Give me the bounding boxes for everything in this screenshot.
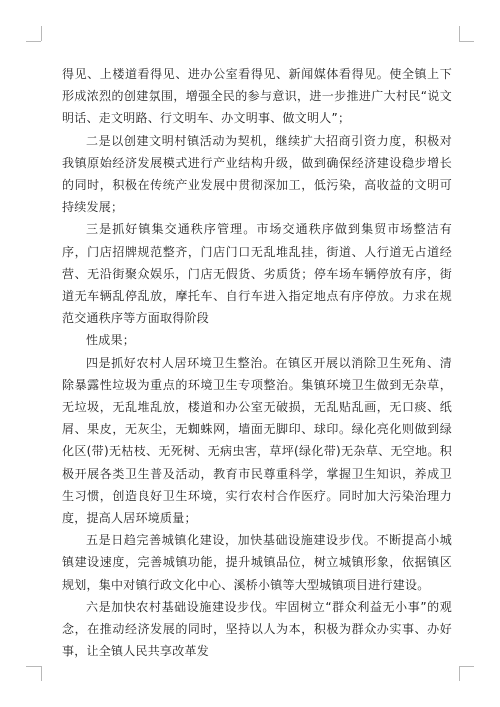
document-body [62,63,452,662]
crop-mark-top-left [26,41,41,42]
paragraph-point-six: 六是加快农村基础设施建设步伐。牢固树立“群众利益无小事”的观念，在推动经济发展的同时，坚持以人为本，积极为群众办实事、办好事，让全镇人民共享改革发 [62,599,452,659]
paragraph-continuation: 得见、上楼道看得见、进办公室看得见、新闻媒体看得见。使全镇上下形成浓烈的创建氛围，增强全民的参与意识，进一步推进广大村民“说文明话、走文明路、行文明车、办文明事、做文明人”； [62,67,452,126]
crop-mark-bottom-right [459,666,474,667]
paragraph-point-four: 四是抓好农村人居环境卫生整治。在镇区开展以消除卫生死角、清除暴露性垃圾为重点的环境卫生专项整治。集镇环境卫生做到无杂草，无垃圾，无乱堆乱放，楼道和办公室无破损，无乱贴乱画，无口痰、纸屑、果皮，无灰尘，无蜘蛛网，墙面无脚印、球印。绿化亮化则做到绿化区(带)无枯枝、无死树、无病虫害，草坪(绿化带)无杂草、无空地。积极开展各类卫生普及活动，教育市民尊重科学，掌握卫生知识，养成卫生习惯，创造良好卫生环境，实行农村合作医疗。同时加大污染治理力度，提高人居环境质量； [62,355,452,526]
paragraph-point-five: 五是日趋完善城镇化建设，加快基础设施建设步伐。不断提高小城镇建设速度，完善城镇功能，提升城镇品位，树立城镇形象，依据镇区规划，集中对镇行政文化中心、溪桥小镇等大型城镇项目进行建设。 [62,533,452,592]
crop-mark-top-left [41,26,42,41]
paragraph-point-three: 三是抓好镇集交通秩序管理。市场交通秩序做到集贸市场整洁有序，门店招牌规范整齐，门店门口无乱堆乱挂，街道、人行道无占道经营、无沿街聚众娱乐，门店无假货、劣质货；停车场车辆停放有序，街道无车辆乱停乱放，摩托车、自行车进入指定地点有序停放。力求在规范交通秩序等方面取得阶段 [62,222,452,326]
crop-mark-top-right [459,26,460,41]
crop-mark-bottom-left [41,666,42,681]
paragraph-point-two: 二是以创建文明村镇活动为契机，继续扩大招商引资力度，积极对我镇原始经济发展模式进行产业结构升级，做到确保经济建设稳步增长的同时，积极在传统产业发展中贯彻深加工，低污染，高收益的文明可持续发展； [62,133,452,215]
crop-mark-bottom-right [459,666,460,681]
paragraph-point-three-tail: 性成果； [86,333,136,348]
crop-mark-top-right [459,41,474,42]
crop-mark-bottom-left [26,666,41,667]
